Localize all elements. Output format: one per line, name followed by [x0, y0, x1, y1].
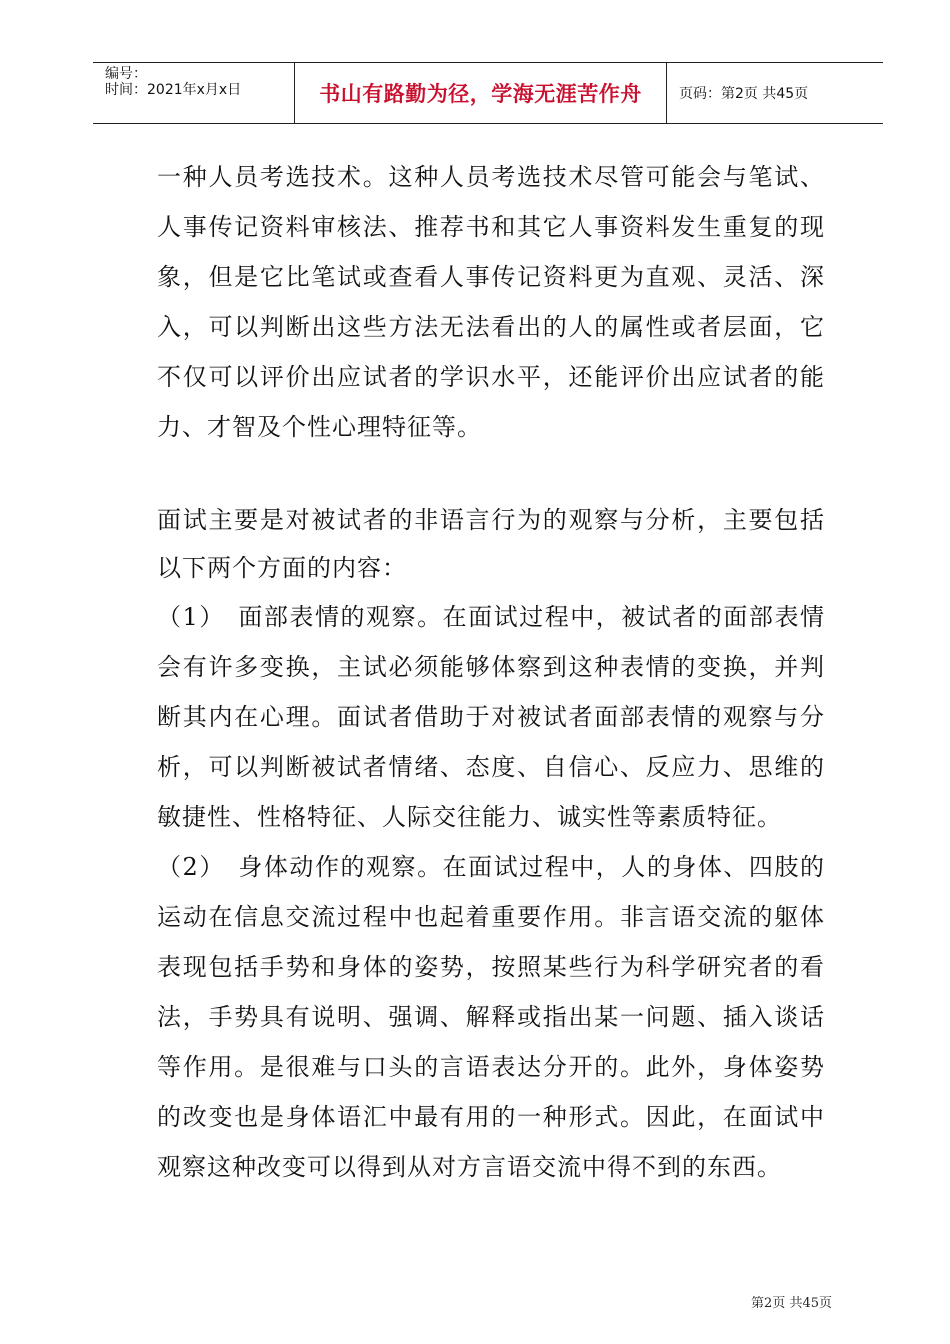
- body-paragraph-item-2: （2） 身体动作的观察。在面试过程中，人的身体、四肢的运动在信息交流过程中也起着重要作用。非言语交流的躯体表现包括手势和身体的姿势，按照某些行为科学研究者的看法，手势具有说明、强调、解释或指出某一问题、插入谈话等作用。是很难与口头的言语表达分开的。此外，身体姿势的改变也是身体语汇中最有用的一种形式。因此，在面试中观察这种改变可以得到从对方言语交流中得不到的东西。: [157, 853, 825, 1181]
- header-motto-cell: [295, 63, 667, 123]
- body-paragraph-item-1: （1） 面部表情的观察。在面试过程中，被试者的面部表情会有许多变换，主试必须能够体察到这种表情的变换，并判断其内在心理。面试者借助于对被试者面部表情的观察与分析，可以判断被试者情绪、态度、自信心、反应力、思维的敏捷性、性格特征、人际交往能力、诚实性等素质特征。: [157, 603, 825, 831]
- header-motto: 书山有路勤为径，学海无涯苦作舟: [319, 82, 642, 106]
- header-page-cell: [667, 63, 883, 123]
- document-number-label: 编号：: [105, 66, 147, 82]
- header-page-number: 页码：第2页 共45页: [679, 86, 809, 102]
- page-footer-number: 第2页 共45页: [751, 1296, 832, 1311]
- header-meta: [93, 63, 295, 123]
- document-time-label: 时间：2021年x月x日: [105, 82, 242, 98]
- document-body: [157, 152, 825, 1192]
- body-paragraph: 一种人员考选技术。这种人员考选技术尽管可能会与笔试、人事传记资料审核法、推荐书和其它人事资料发生重复的现象，但是它比笔试或查看人事传记资料更为直观、灵活、深入，可以判断出这些方法无法看出的人的属性或者层面，它不仅可以评价出应试者的学识水平，还能评价出应试者的能力、才智及个性心理特征等。: [157, 163, 825, 441]
- body-paragraph: 面试主要是对被试者的非语言行为的观察与分析，主要包括以下两个方面的内容：: [157, 506, 825, 582]
- page-header: [93, 62, 883, 124]
